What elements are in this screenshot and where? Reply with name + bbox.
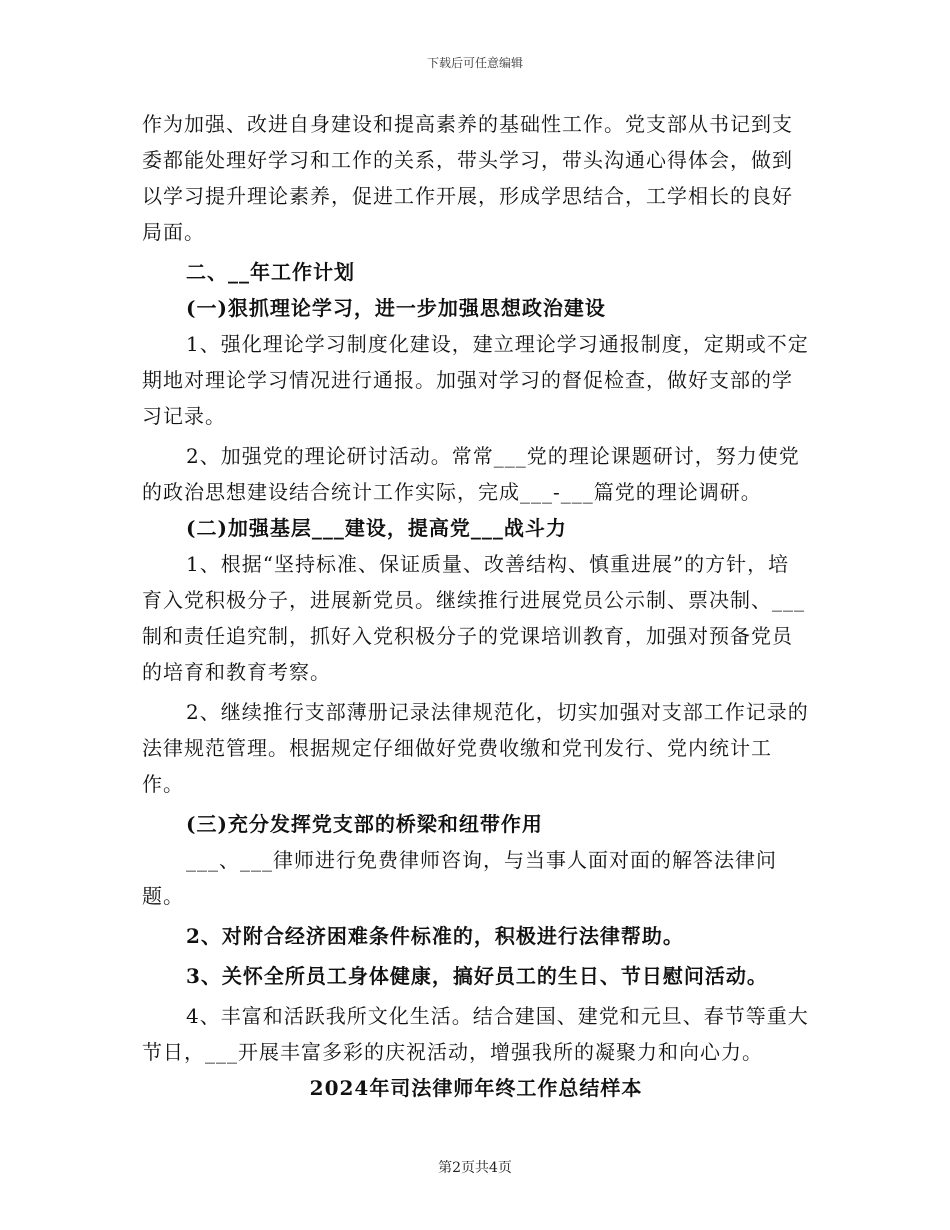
page-header-note: 下载后可任意编辑 [426,56,523,70]
paragraph-item-1: 1、强化理论学习制度化建设，建立理论学习通报制度，定期或不定期地对理论学习情况进行通报。加强对学习的督促检查，做好支部的学习记录。 [142,332,809,428]
document-title: 2024年司法律师年终工作总结样本 [309,1076,643,1100]
paragraph-culture-life: 4、丰富和活跃我所文化生活。结合建国、建党和元旦、春节等重大节日，___开展丰富多彩的庆祝活动，增强我所的凝聚力和向心力。 [142,1004,809,1064]
document-body [142,106,810,1106]
paragraph-free-consulting: ___、___律师进行免费律师咨询，与当事人面对面的解答法律问题。 [142,848,777,908]
paragraph-continuation: 作为加强、改进自身建设和提高素养的基础性工作。党支部从书记到支委都能处理好学习和工作的关系，带头学习，带头沟通心得体会，做到以学习提升理论素养，促进工作开展，形成学思结合，工学相长的良好局面。 [142,112,793,244]
subheading-bridge-role: (三)充分发挥党支部的桥梁和纽带作用 [186,812,543,836]
paragraph-item-2: 2、加强党的理论研讨活动。常常___党的理论课题研讨，努力使党的政治思想建设结合统计工作实际，完成___-___篇党的理论调研。 [142,444,800,504]
page-number-footer: 第2页共4页 [438,1160,512,1176]
paragraph-legal-aid: 2、对附合经济困难条件标准的，积极进行法律帮助。 [186,924,684,948]
paragraph-item-2-records: 2、继续推行支部薄册记录法律规范化，切实加强对支部工作记录的法律规范管理。根据规定仔细做好党费收缴和党刊发行、党内统计工作。 [142,700,809,796]
subheading-grassroots: (二)加强基层___建设，提高党___战斗力 [186,516,567,540]
subheading-theory-study: (一)狠抓理论学习，进一步加强思想政治建设 [186,296,606,320]
section-heading-work-plan: 二、__年工作计划 [186,260,355,284]
paragraph-item-1-members: 1、根据“坚持标准、保证质量、改善结构、慎重进展”的方针，培育入党积极分子，进展新党员。继续推行进展党员公示制、票决制、___制和责任追究制，抓好入党积极分子的党课培训教育，加强对预备党员的培育和教育考察。 [142,552,805,684]
paragraph-staff-care: 3、关怀全所员工身体健康，搞好员工的生日、节日慰问活动。 [186,964,768,988]
